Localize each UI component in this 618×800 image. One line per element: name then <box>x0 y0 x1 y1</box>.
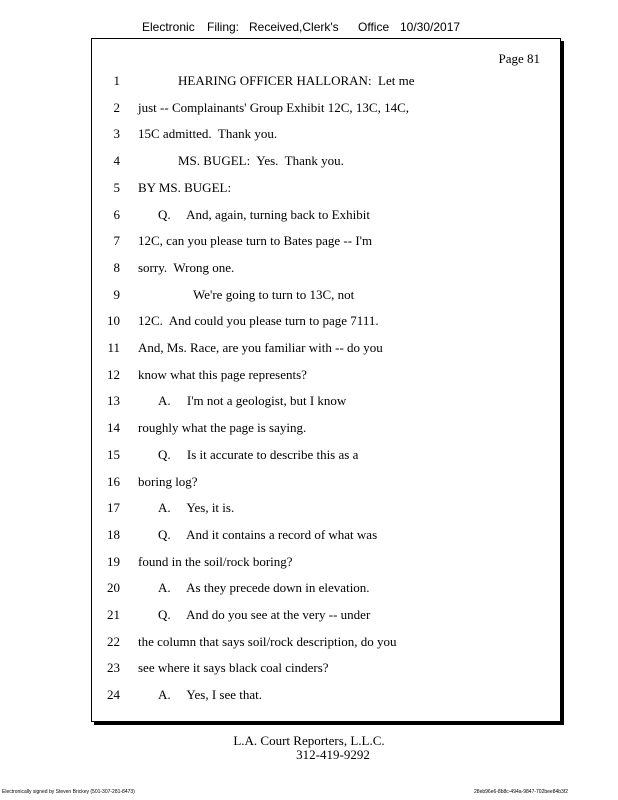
line-number: 7 <box>113 233 120 249</box>
line-text: A. Yes, it is. <box>158 500 235 516</box>
transcript-line <box>92 632 560 652</box>
line-number: 5 <box>113 179 120 195</box>
transcript-line <box>92 338 560 358</box>
line-text: sorry. Wrong one. <box>138 259 235 275</box>
transcript-line <box>92 658 560 678</box>
reporter-company: L.A. Court Reporters, L.L.C. <box>233 733 385 748</box>
transcript-line <box>92 605 560 625</box>
line-text: just -- Complainants' Group Exhibit 12C, 13C, 14C, <box>138 99 410 115</box>
line-text: 15C admitted. Thank you. <box>138 126 278 142</box>
transcript-line <box>92 418 560 438</box>
line-number: 11 <box>107 340 120 355</box>
line-number: 10 <box>107 313 120 329</box>
line-number: 12 <box>107 366 120 382</box>
transcript-line <box>92 525 560 545</box>
transcript-line <box>92 311 560 331</box>
line-text: boring log? <box>138 473 198 489</box>
line-number: 1 <box>113 73 120 88</box>
transcript-line <box>92 71 560 91</box>
line-text: 12C, can you please turn to Bates page -- I'm <box>138 233 373 249</box>
line-text: We're going to turn to 13C, not <box>193 286 355 302</box>
line-text: Q. And it contains a record of what was <box>158 526 378 542</box>
header-electronic: Electronic <box>142 20 195 34</box>
transcript-page <box>91 38 561 722</box>
transcript-line <box>92 685 560 705</box>
line-number: 16 <box>107 473 120 489</box>
line-text: A. I'm not a geologist, but I know <box>158 393 347 409</box>
line-text: Q. Is it accurate to describe this as a <box>158 446 359 462</box>
header-office: Office <box>358 20 390 34</box>
line-number: 22 <box>107 633 120 649</box>
line-number: 4 <box>113 153 120 169</box>
line-text: 12C. And could you please turn to page 7111. <box>138 313 379 329</box>
transcript-line <box>92 472 560 492</box>
line-number: 20 <box>107 580 120 596</box>
line-text: A. As they precede down in elevation. <box>158 580 370 596</box>
line-text: found in the soil/rock boring? <box>138 553 293 569</box>
line-number: 3 <box>113 126 120 142</box>
transcript-line <box>92 498 560 518</box>
line-number: 15 <box>107 446 120 462</box>
transcript-line <box>92 151 560 171</box>
line-number: 13 <box>107 393 120 409</box>
transcript-line <box>92 285 560 305</box>
line-text: roughly what the page is saying. <box>138 420 307 436</box>
header-filing: Filing: <box>207 20 240 34</box>
line-number: 8 <box>113 259 120 275</box>
signature-id: 28eb96e6-8b8c-494a-9847-702bee84b3f2 <box>474 789 568 795</box>
line-text: Q. And do you see at the very -- under <box>158 607 371 622</box>
transcript-line <box>92 98 560 118</box>
line-number: 18 <box>107 526 120 542</box>
transcript-line <box>92 124 560 144</box>
line-text: HEARING OFFICER HALLORAN: Let me <box>178 73 415 88</box>
line-text: And, Ms. Race, are you familiar with -- do you <box>138 340 383 355</box>
reporter-footer <box>0 734 618 762</box>
line-number: 17 <box>107 500 120 516</box>
line-number: 2 <box>113 99 120 115</box>
page-number: Page 81 <box>498 51 540 66</box>
line-number: 14 <box>107 420 120 436</box>
transcript-line <box>92 178 560 198</box>
line-number: 24 <box>107 687 120 703</box>
line-text: MS. BUGEL: Yes. Thank you. <box>178 153 344 169</box>
line-text: see where it says black coal cinders? <box>138 660 329 676</box>
line-number: 21 <box>107 607 120 622</box>
signature-left: Electronically signed by Steven Brickey (501-307-281-8473) <box>2 789 135 795</box>
line-number: 9 <box>113 286 120 302</box>
transcript-line <box>92 365 560 385</box>
line-text: BY MS. BUGEL: <box>138 179 232 195</box>
transcript-line <box>92 552 560 572</box>
transcript-line <box>92 258 560 278</box>
line-text: A. Yes, I see that. <box>158 687 262 703</box>
line-text: the column that says soil/rock description, do you <box>138 633 397 649</box>
line-number: 19 <box>107 553 120 569</box>
transcript-line <box>92 391 560 411</box>
header-date: 10/30/2017 <box>400 20 461 34</box>
header-received: Received,Clerk's <box>249 20 339 34</box>
transcript-line <box>92 578 560 598</box>
transcript-line <box>92 205 560 225</box>
line-text: know what this page represents? <box>138 366 307 382</box>
transcript-line <box>92 445 560 465</box>
line-number: 23 <box>107 660 120 676</box>
transcript-line <box>92 231 560 251</box>
line-number: 6 <box>113 206 120 222</box>
reporter-phone: 312-419-9292 <box>296 747 370 762</box>
line-text: Q. And, again, turning back to Exhibit <box>158 206 370 222</box>
